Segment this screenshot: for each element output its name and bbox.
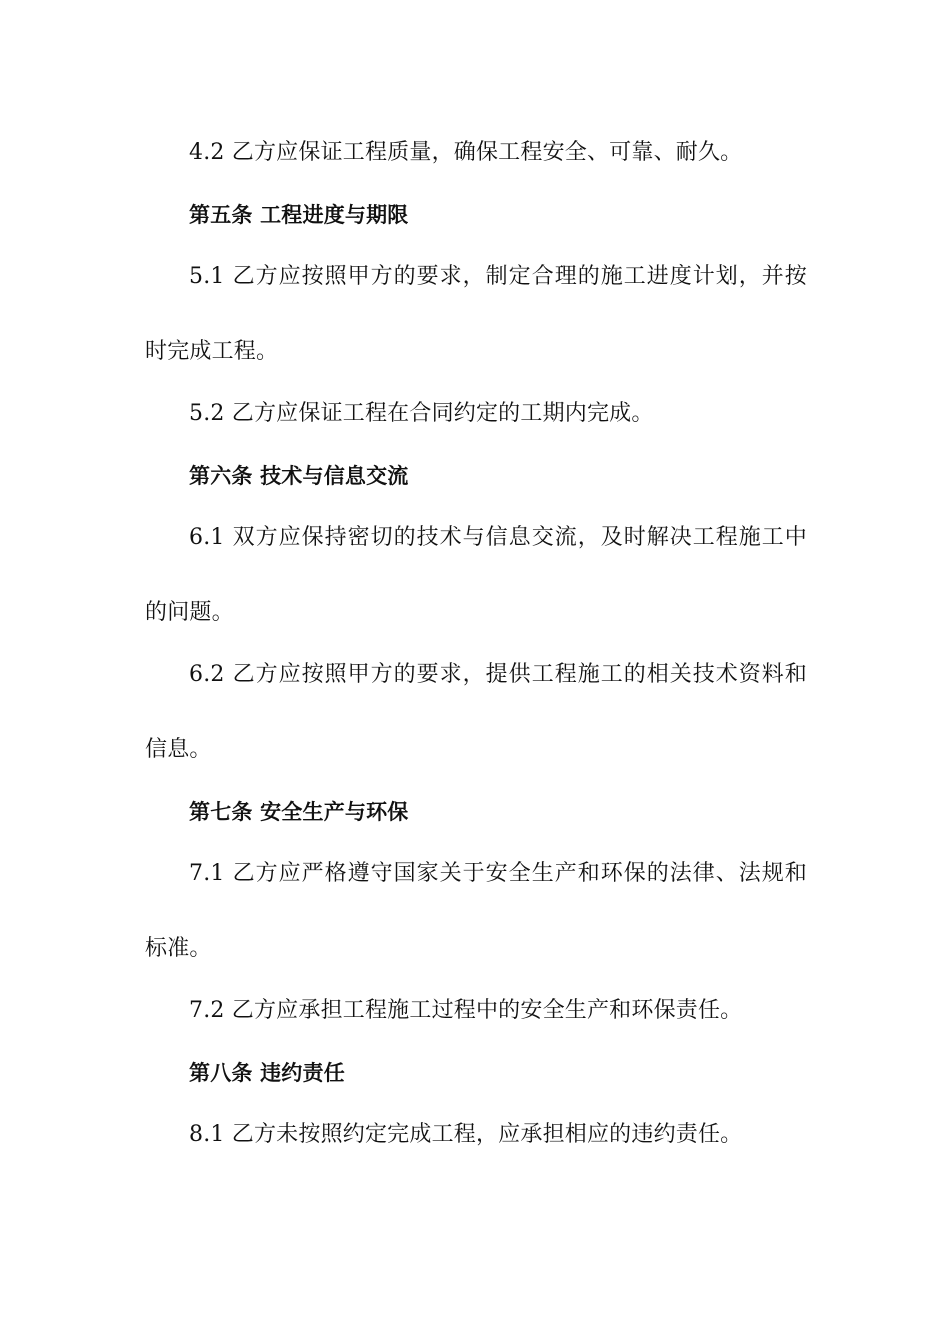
article-6-heading: 第六条 技术与信息交流 [189,464,409,488]
clause-6-1-line-2: 的问题。 [145,600,234,625]
clause-6-2-line-1: 6.2 乙方应按照甲方的要求，提供工程施工的相关技术资料和 [189,662,807,687]
clause-6-1-line-1: 6.1 双方应保持密切的技术与信息交流，及时解决工程施工中 [189,525,807,550]
article-5-heading: 第五条 工程进度与期限 [189,203,409,227]
clause-5-1-line-1: 5.1 乙方应按照甲方的要求，制定合理的施工进度计划，并按 [189,264,807,289]
article-7-heading: 第七条 安全生产与环保 [189,800,409,824]
clause-7-2: 7.2 乙方应承担工程施工过程中的安全生产和环保责任。 [189,998,743,1023]
article-8-heading: 第八条 违约责任 [189,1061,345,1085]
clause-8-1: 8.1 乙方未按照约定完成工程，应承担相应的违约责任。 [189,1122,743,1147]
clause-5-1-line-2: 时完成工程。 [145,339,279,364]
clause-7-1-line-2: 标准。 [145,936,212,961]
clause-7-1-line-1: 7.1 乙方应严格遵守国家关于安全生产和环保的法律、法规和 [189,861,807,886]
clause-5-2: 5.2 乙方应保证工程在合同约定的工期内完成。 [189,401,654,426]
clause-4-2: 4.2 乙方应保证工程质量，确保工程安全、可靠、耐久。 [189,140,743,165]
clause-6-2-line-2: 信息。 [145,737,212,762]
